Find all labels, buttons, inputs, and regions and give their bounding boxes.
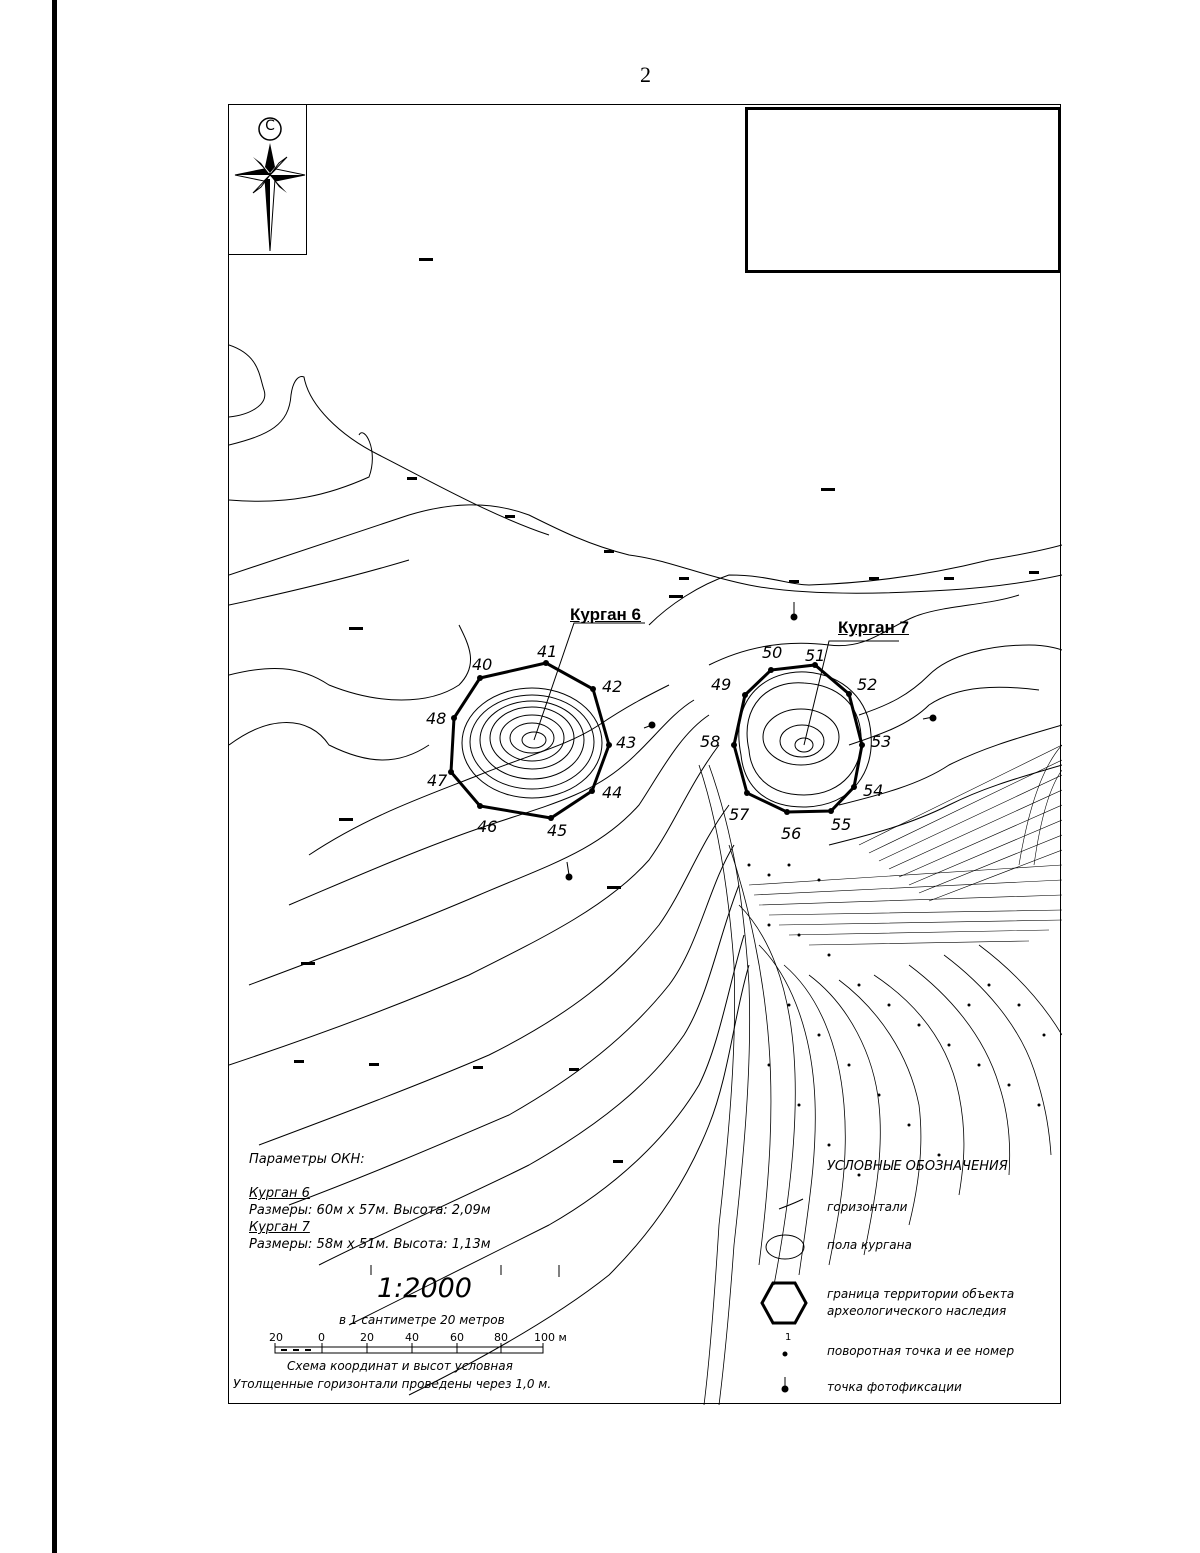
kurgan-6-contours bbox=[462, 688, 602, 798]
contour-line bbox=[229, 433, 372, 502]
legend-turn-point-number: 1 bbox=[785, 1332, 792, 1343]
contour-line bbox=[349, 935, 744, 1325]
kurgan-7-name: Курган 7 bbox=[249, 1220, 310, 1235]
coordinate-note: Схема координат и высот условная bbox=[287, 1359, 513, 1373]
kurgan-7-label: Курган 7 bbox=[838, 618, 909, 637]
contour-note: Утолщенные горизонтали проведены через 1,0 м. bbox=[233, 1377, 552, 1391]
legend-hexagon-symbol bbox=[762, 1283, 806, 1323]
legend-turn-point-symbol bbox=[783, 1352, 787, 1356]
legend-item-kurgan-floor: пола кургана bbox=[827, 1238, 912, 1252]
scale-tick-label: 100 м bbox=[534, 1331, 567, 1344]
scale-tick-label: 60 bbox=[450, 1331, 464, 1344]
turn-point-number: 48 bbox=[426, 709, 447, 728]
turn-point-number: 57 bbox=[729, 805, 750, 824]
kurgan-6-label: Курган 6 bbox=[570, 605, 641, 624]
turn-point-number: 54 bbox=[863, 781, 884, 800]
binder-edge-line bbox=[52, 0, 57, 1553]
page-number: 2 bbox=[640, 62, 651, 87]
turn-point-number: 56 bbox=[781, 824, 802, 843]
legend-photo-point-symbol bbox=[782, 1386, 788, 1392]
contour-line bbox=[839, 980, 921, 1225]
scale-tick-label: 80 bbox=[494, 1331, 508, 1344]
turn-point-number: 44 bbox=[602, 783, 623, 802]
turn-point-number: 41 bbox=[537, 642, 558, 661]
contour-line bbox=[259, 805, 729, 1145]
contour-line bbox=[229, 345, 265, 417]
turn-point-number: 58 bbox=[700, 732, 721, 751]
compass-box bbox=[229, 105, 307, 255]
contour-line bbox=[759, 945, 815, 1275]
scale-tick-label: 0 bbox=[318, 1331, 325, 1344]
legend-ellipse-symbol bbox=[766, 1235, 804, 1259]
turn-point-number: 55 bbox=[831, 815, 852, 834]
contour-line bbox=[1034, 770, 1062, 865]
contour-line bbox=[229, 745, 719, 1065]
scale-tick-label: 20 bbox=[360, 1331, 374, 1344]
legend-item-contours: горизонтали bbox=[827, 1200, 908, 1214]
turn-point-number: 42 bbox=[602, 677, 623, 696]
turn-point-number: 40 bbox=[472, 655, 493, 674]
kurgan-6-name: Курган 6 bbox=[249, 1186, 310, 1201]
turn-point-number: 47 bbox=[427, 771, 448, 790]
turn-point-number: 43 bbox=[616, 733, 637, 752]
kurgan-6-boundary bbox=[451, 663, 609, 818]
turn-point-number: 49 bbox=[711, 675, 732, 694]
kurgan-6-size: Размеры: 60м x 57м. Высота: 2,09м bbox=[249, 1203, 491, 1218]
turn-point-number: 45 bbox=[547, 821, 568, 840]
legend-title: УСЛОВНЫЕ ОБОЗНАЧЕНИЯ bbox=[827, 1159, 1008, 1174]
contour-line bbox=[859, 645, 1062, 715]
contour-line bbox=[709, 765, 750, 1405]
kurgan-7-size: Размеры: 58м x 51м. Высота: 1,13м bbox=[249, 1237, 491, 1252]
contour-line bbox=[229, 560, 409, 605]
contour-line bbox=[979, 945, 1062, 1035]
kurgan-7-boundary bbox=[734, 665, 862, 812]
slope-hatching bbox=[859, 745, 1062, 901]
parameters-heading: Параметры ОКН: bbox=[249, 1152, 365, 1167]
scale-words: в 1 сантиметре 20 метров bbox=[339, 1313, 505, 1327]
turn-point-number: 46 bbox=[477, 817, 498, 836]
contour-line bbox=[909, 965, 1010, 1175]
legend-item-photo-point: точка фотофиксации bbox=[827, 1380, 962, 1394]
legend-item-boundary: граница территории объекта археологического наследия bbox=[827, 1287, 1015, 1318]
map-sheet bbox=[228, 104, 1061, 1404]
title-stamp-box bbox=[745, 107, 1061, 273]
turn-point-number: 51 bbox=[805, 646, 826, 665]
contour-line bbox=[729, 845, 771, 1265]
slope-hatching bbox=[749, 865, 1062, 945]
legend-item-turn-point: поворотная точка и ее номер bbox=[827, 1344, 1015, 1358]
contour-line bbox=[944, 955, 1051, 1155]
scale-tick-label: 20 bbox=[269, 1331, 283, 1344]
scale-ratio: 1:2000 bbox=[377, 1273, 472, 1304]
contour-line bbox=[784, 965, 845, 1265]
compass-north-letter: С bbox=[265, 118, 275, 134]
contour-line bbox=[229, 625, 471, 700]
contour-line bbox=[229, 723, 429, 761]
kurgan-6-leader bbox=[534, 623, 645, 740]
contour-line bbox=[229, 505, 1062, 593]
contour-line bbox=[229, 377, 549, 535]
contour-line bbox=[249, 715, 709, 985]
legend-contour-symbol bbox=[779, 1199, 803, 1209]
parameters-block bbox=[249, 1151, 609, 1253]
turn-point-number: 53 bbox=[871, 732, 892, 751]
turn-point-number: 50 bbox=[762, 643, 783, 662]
turn-point-number: 52 bbox=[857, 675, 878, 694]
scale-tick-label: 40 bbox=[405, 1331, 419, 1344]
